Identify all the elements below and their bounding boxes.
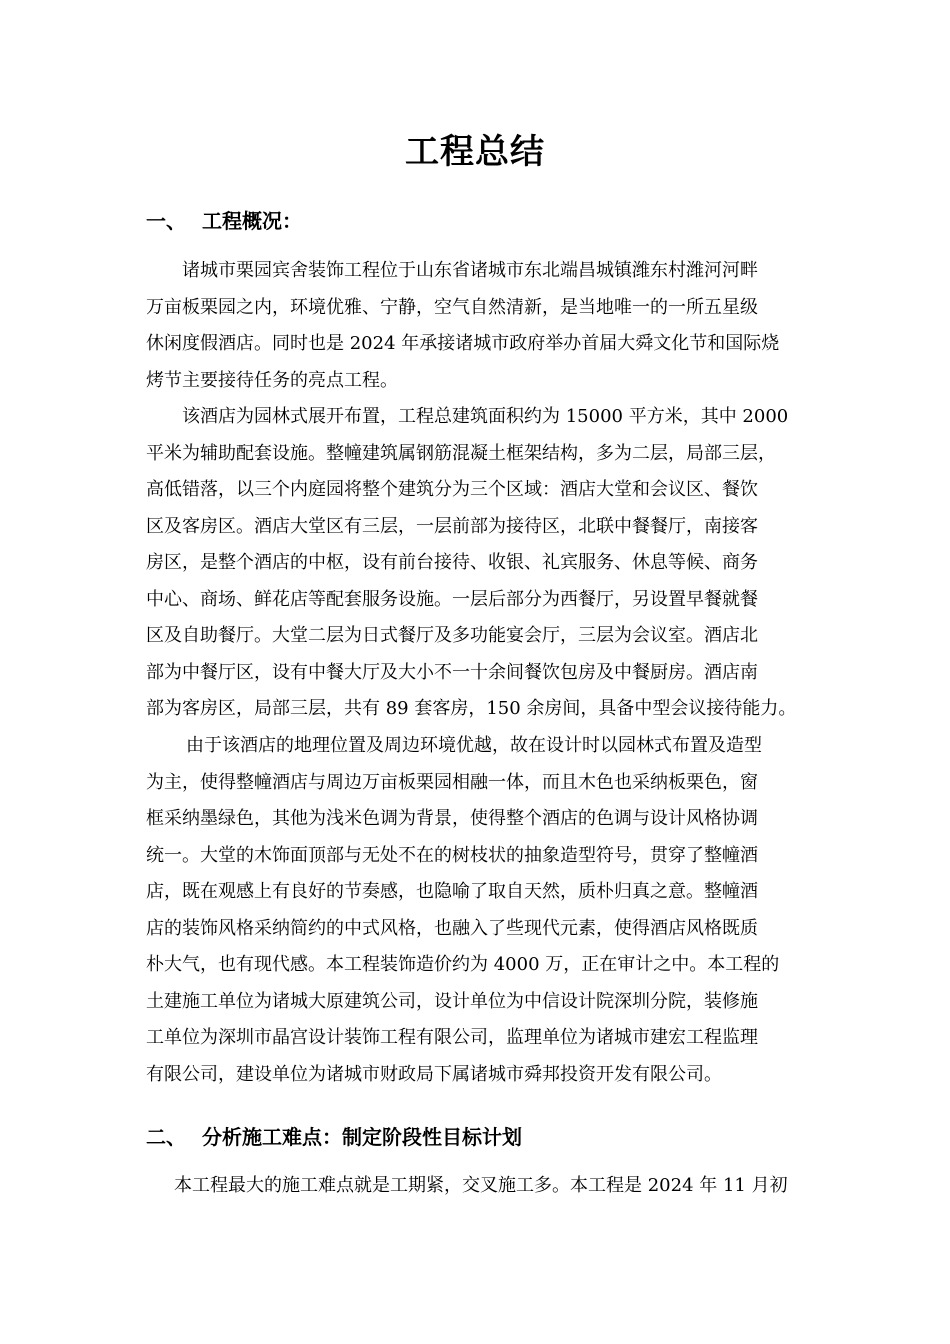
- text-line: 房区，是整个酒店的中枢，设有前台接待、收银、礼宾服务、休息等候、商务: [146, 552, 758, 573]
- text-line: 店，既在观感上有良好的节奏感，也隐喻了取自天然，质朴归真之意。整幢酒: [146, 881, 758, 902]
- section-heading-1: [146, 206, 302, 236]
- text-line: 由于该酒店的地理位置及周边环境优越，故在设计时以园林式布置及造型: [186, 735, 762, 756]
- text-line: 有限公司，建设单位为诸城市财政局下属诸城市舜邦投资开发有限公司。: [146, 1063, 722, 1085]
- text-line: 本工程最大的施工难点就是工期紧，交叉施工多。本工程是 2024 年 11 月初: [174, 1175, 788, 1196]
- paragraph: [146, 728, 826, 1093]
- text-line: 平米为辅助配套设施。整幢建筑属钢筋混凝土框架结构，多为二层，局部三层，: [146, 442, 776, 464]
- text-line: 诸城市栗园宾舍装饰工程位于山东省诸城市东北端昌城镇潍东村潍河河畔: [182, 260, 758, 281]
- text-line: 中心、商场、鲜花店等配套服务设施。一层后部分为西餐厅，另设置早餐就餐: [146, 588, 758, 610]
- text-line: 万亩板栗园之内，环境优雅、宁静，空气自然清新，是当地唯一的一所五星级: [146, 296, 758, 318]
- section-title: 工程概况：: [202, 209, 302, 233]
- text-line: 休闲度假酒店。同时也是 2024 年承接诸城市政府举办首届大舜文化节和国际烧: [146, 333, 780, 354]
- paragraph: [146, 1168, 826, 1205]
- text-line: 高低错落，以三个内庭园将整个建筑分为三个区域：酒店大堂和会议区、餐饮: [146, 479, 758, 500]
- paragraph: [146, 399, 826, 728]
- text-line: 框采纳墨绿色，其他为浅米色调为背景，使得整个酒店的色调与设计风格协调: [146, 808, 758, 829]
- text-line: 区及自助餐厅。大堂二层为日式餐厅及多功能宴会厅，三层为会议室。酒店北: [146, 625, 758, 646]
- paragraph: [146, 253, 826, 399]
- text-line: 该酒店为园林式展开布置，工程总建筑面积约为 15000 平方米，其中 2000: [182, 406, 789, 427]
- text-line: 店的装饰风格采纳简约的中式风格，也融入了些现代元素，使得酒店风格既质: [146, 917, 758, 939]
- text-line: 区及客房区。酒店大堂区有三层，一层前部为接待区，北联中餐餐厅，南接客: [146, 515, 758, 537]
- text-line: 烤节主要接待任务的亮点工程。: [146, 369, 398, 391]
- text-line: 朴大气，也有现代感。本工程装饰造价约为 4000 万，正在审计之中。本工程的: [146, 954, 780, 975]
- text-line: 统一。大堂的木饰面顶部与无处不在的树枝状的抽象造型符号，贯穿了整幢酒: [146, 844, 758, 866]
- text-line: 工单位为深圳市晶宫设计装饰工程有限公司，监理单位为诸城市建宏工程监理: [146, 1027, 758, 1048]
- section-number: 一、: [146, 209, 186, 233]
- text-line: 土建施工单位为诸城大原建筑公司，设计单位为中信设计院深圳分院，装修施: [146, 990, 758, 1012]
- section-title: 分析施工难点：制定阶段性目标计划: [202, 1125, 522, 1149]
- section-number: 二、: [146, 1125, 186, 1149]
- text-line: 为主，使得整幢酒店与周边万亩板栗园相融一体，而且木色也采纳板栗色，窗: [146, 771, 758, 793]
- text-line: 部为中餐厅区，设有中餐大厅及大小不一十余间餐饮包房及中餐厨房。酒店南: [146, 661, 758, 683]
- document-title: 工程总结: [405, 132, 545, 172]
- text-line: 部为客房区，局部三层，共有 89 套客房，150 余房间，具备中型会议接待能力。: [146, 698, 797, 719]
- section-heading-2: [146, 1122, 522, 1152]
